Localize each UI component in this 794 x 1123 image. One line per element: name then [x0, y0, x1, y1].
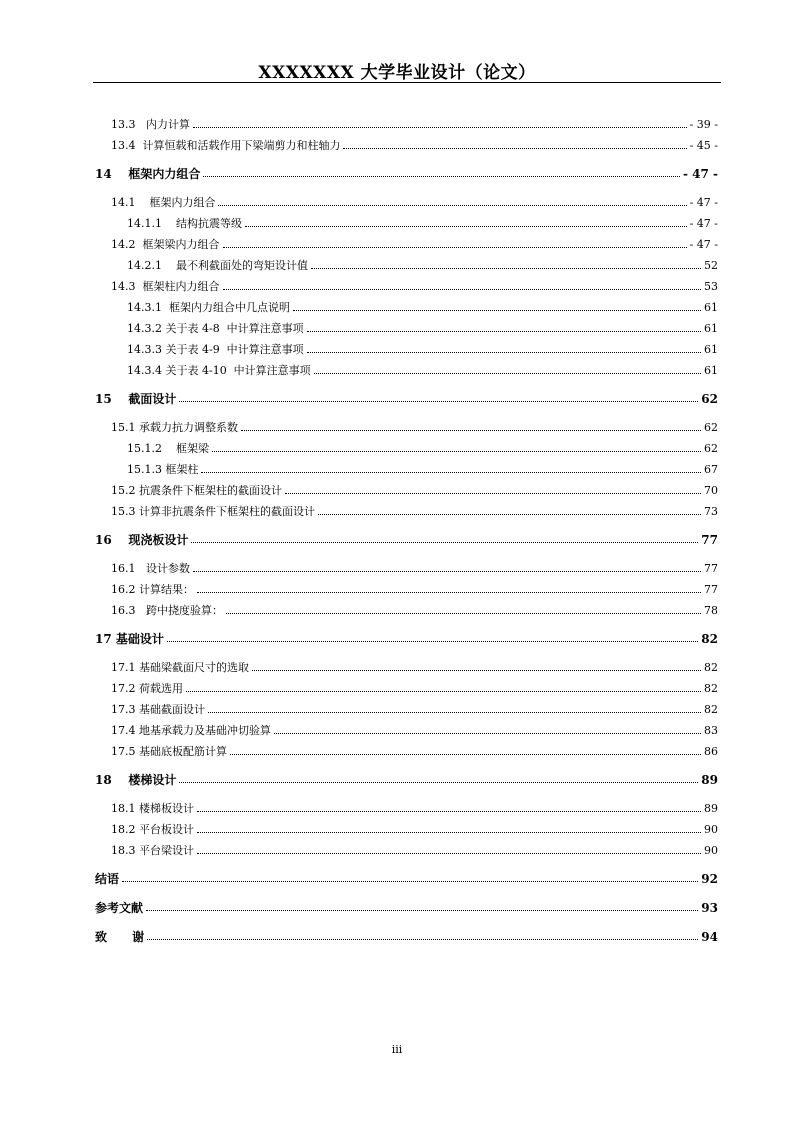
toc-entry[interactable]: [127, 299, 718, 315]
toc-entry[interactable]: [111, 482, 718, 498]
toc-dot-leader: [274, 733, 701, 734]
toc-entry-label: 17.4 地基承载力及基础冲切验算: [111, 724, 271, 737]
toc-entry[interactable]: [95, 928, 718, 944]
toc-entry-label: 17.2 荷载选用: [111, 682, 183, 695]
toc-entry-label: 15.1.2 框架梁: [127, 442, 209, 455]
toc-entry-page: 77: [701, 533, 718, 547]
toc-entry-page: 90: [704, 823, 718, 836]
toc-entry-page: 93: [701, 901, 718, 915]
toc-entry-page: 82: [704, 682, 718, 695]
toc-dot-leader: [208, 712, 701, 713]
toc-dot-leader: [293, 310, 701, 311]
toc-entry[interactable]: [111, 137, 718, 153]
toc-dot-leader: [179, 782, 698, 783]
toc-entry-label: 14.3.3 关于表 4-9 中计算注意事项: [127, 343, 304, 356]
toc-dot-leader: [193, 571, 701, 572]
toc-entry-page: 61: [704, 322, 718, 335]
toc-entry-page: 53: [704, 280, 718, 293]
toc-entry-label: 14.1.1 结构抗震等级: [127, 217, 242, 230]
toc-entry[interactable]: [111, 722, 718, 738]
toc-entry[interactable]: [111, 659, 718, 675]
toc-entry-label: 14.1 框架内力组合: [111, 196, 216, 209]
toc-entry-label: 14.2.1 最不利截面处的弯矩设计值: [127, 259, 308, 272]
toc-entry[interactable]: [127, 461, 718, 477]
toc-entry-page: 83: [704, 724, 718, 737]
toc-dot-leader: [197, 832, 701, 833]
toc-entry-label: 17.5 基础底板配筋计算: [111, 745, 227, 758]
toc-dot-leader: [318, 514, 701, 515]
toc-entry-label: 18.2 平台板设计: [111, 823, 194, 836]
toc-entry-page: 52: [704, 259, 718, 272]
toc-dot-leader: [311, 268, 701, 269]
toc-entry[interactable]: [111, 701, 718, 717]
toc-dot-leader: [147, 939, 698, 940]
toc-dot-leader: [146, 910, 698, 911]
toc-entry-page: 77: [704, 583, 718, 596]
toc-dot-leader: [191, 542, 698, 543]
toc-dot-leader: [314, 373, 701, 374]
toc-entry[interactable]: [127, 320, 718, 336]
toc-entry-label: 结语: [95, 872, 120, 886]
toc-entry[interactable]: [95, 899, 718, 915]
toc-dot-leader: [285, 493, 701, 494]
toc-entry-label: 参考文献: [95, 901, 144, 915]
toc-entry[interactable]: [95, 870, 718, 886]
toc-entry[interactable]: [95, 630, 718, 646]
toc-entry-page: 62: [704, 421, 718, 434]
toc-entry-label: 17 基础设计: [95, 632, 164, 646]
toc-entry[interactable]: [127, 257, 718, 273]
toc-dot-leader: [241, 430, 701, 431]
toc-entry-page: 70: [704, 484, 718, 497]
toc-dot-leader: [193, 127, 687, 128]
toc-entry[interactable]: [127, 215, 718, 231]
toc-entry-page: 90: [704, 844, 718, 857]
toc-entry[interactable]: [95, 390, 718, 406]
toc-entry[interactable]: [95, 771, 718, 787]
toc-entry[interactable]: [111, 560, 718, 576]
toc-entry-label: 18.1 楼梯板设计: [111, 802, 194, 815]
toc-entry[interactable]: [111, 842, 718, 858]
toc-entry-label: 13.3 内力计算: [111, 118, 190, 131]
toc-dot-leader: [212, 451, 701, 452]
toc-entry[interactable]: [95, 165, 718, 181]
toc-entry-label: 16 现浇板设计: [95, 533, 189, 547]
toc-entry[interactable]: [111, 236, 718, 252]
toc-entry-label: 15.1 承载力抗力调整系数: [111, 421, 238, 434]
toc-entry-page: 78: [704, 604, 718, 617]
toc-dot-leader: [307, 331, 701, 332]
toc-entry-label: 13.4 计算恒载和活载作用下梁端剪力和柱轴力: [111, 139, 341, 152]
toc-dot-leader: [226, 613, 701, 614]
toc-entry[interactable]: [111, 194, 718, 210]
toc-entry-label: 18 楼梯设计: [95, 773, 177, 787]
toc-entry-page: - 47 -: [689, 196, 718, 209]
toc-entry[interactable]: [127, 341, 718, 357]
toc-entry-page: - 47 -: [689, 217, 718, 230]
toc-entry-page: 73: [704, 505, 718, 518]
toc-dot-leader: [197, 853, 701, 854]
page-number: iii: [391, 1043, 403, 1056]
toc-entry-label: 16.2 计算结果：: [111, 583, 194, 596]
page-header-title: XXXXXXX 大学毕业设计（论文）: [258, 63, 536, 83]
toc-entry-page: 86: [704, 745, 718, 758]
toc-entry-label: 17.3 基础截面设计: [111, 703, 205, 716]
toc-entry-page: - 47 -: [682, 167, 718, 181]
toc-entry-label: 15.1.3 框架柱: [127, 463, 199, 476]
toc-entry-label: 15.2 抗震条件下框架柱的截面设计: [111, 484, 282, 497]
toc-entry[interactable]: [111, 821, 718, 837]
toc-dot-leader: [230, 754, 701, 755]
toc-entry[interactable]: [95, 531, 718, 547]
toc-entry-page: 62: [704, 442, 718, 455]
toc-dot-leader: [122, 881, 698, 882]
toc-entry-page: 77: [704, 562, 718, 575]
toc-entry-page: 62: [701, 392, 718, 406]
toc-entry[interactable]: [111, 602, 718, 618]
toc-dot-leader: [245, 226, 687, 227]
toc-entry-label: 14.3 框架柱内力组合: [111, 280, 220, 293]
toc-dot-leader: [167, 641, 698, 642]
toc-entry-page: - 39 -: [689, 118, 718, 131]
toc-entry-label: 16.1 设计参数: [111, 562, 190, 575]
toc-entry-label: 15.3 计算非抗震条件下框架柱的截面设计: [111, 505, 315, 518]
toc-dot-leader: [223, 289, 702, 290]
toc-entry-label: 18.3 平台梁设计: [111, 844, 194, 857]
toc-entry-page: 82: [704, 703, 718, 716]
toc-entry-label: 14.3.4 关于表 4-10 中计算注意事项: [127, 364, 311, 377]
toc-entry[interactable]: [111, 743, 718, 759]
toc-entry[interactable]: [111, 116, 718, 132]
toc-entry-page: 82: [704, 661, 718, 674]
toc-entry-page: 92: [701, 872, 718, 886]
toc-dot-leader: [307, 352, 701, 353]
toc-dot-leader: [197, 811, 701, 812]
toc-entry-label: 16.3 跨中挠度验算：: [111, 604, 223, 617]
toc-entry-page: 89: [704, 802, 718, 815]
toc-entry-page: 61: [704, 301, 718, 314]
toc-entry-label: 致 谢: [95, 930, 145, 944]
toc-entry-label: 14.3.1 框架内力组合中几点说明: [127, 301, 290, 314]
toc-entry-page: 82: [701, 632, 718, 646]
toc-entry-page: 67: [704, 463, 718, 476]
toc-dot-leader: [179, 401, 698, 402]
toc-entry[interactable]: [111, 800, 718, 816]
toc-entry[interactable]: [127, 440, 718, 456]
toc-entry[interactable]: [111, 680, 718, 696]
toc-entry-page: 61: [704, 343, 718, 356]
toc-dot-leader: [197, 592, 701, 593]
toc-dot-leader: [218, 205, 686, 206]
toc-dot-leader: [201, 472, 701, 473]
toc-dot-leader: [223, 247, 687, 248]
toc-entry-label: 14.2 框架梁内力组合: [111, 238, 220, 251]
toc-entry-label: 17.1 基础梁截面尺寸的选取: [111, 661, 249, 674]
toc-entry[interactable]: [111, 278, 718, 294]
toc-dot-leader: [343, 148, 686, 149]
toc-entry-label: 14.3.2 关于表 4-8 中计算注意事项: [127, 322, 304, 335]
toc-entry-page: - 45 -: [689, 139, 718, 152]
toc-entry[interactable]: [127, 362, 718, 378]
toc-entry-label: 15 截面设计: [95, 392, 177, 406]
toc-entry[interactable]: [111, 581, 718, 597]
toc-entry-label: 14 框架内力组合: [95, 167, 201, 181]
toc-dot-leader: [252, 670, 701, 671]
toc-dot-leader: [203, 176, 680, 177]
toc-entry-page: - 47 -: [689, 238, 718, 251]
toc-entry-page: 61: [704, 364, 718, 377]
toc-dot-leader: [186, 691, 701, 692]
toc-entry[interactable]: [111, 503, 718, 519]
toc-entry[interactable]: [111, 419, 718, 435]
toc-entry-page: 89: [701, 773, 718, 787]
toc-entry-page: 94: [701, 930, 718, 944]
